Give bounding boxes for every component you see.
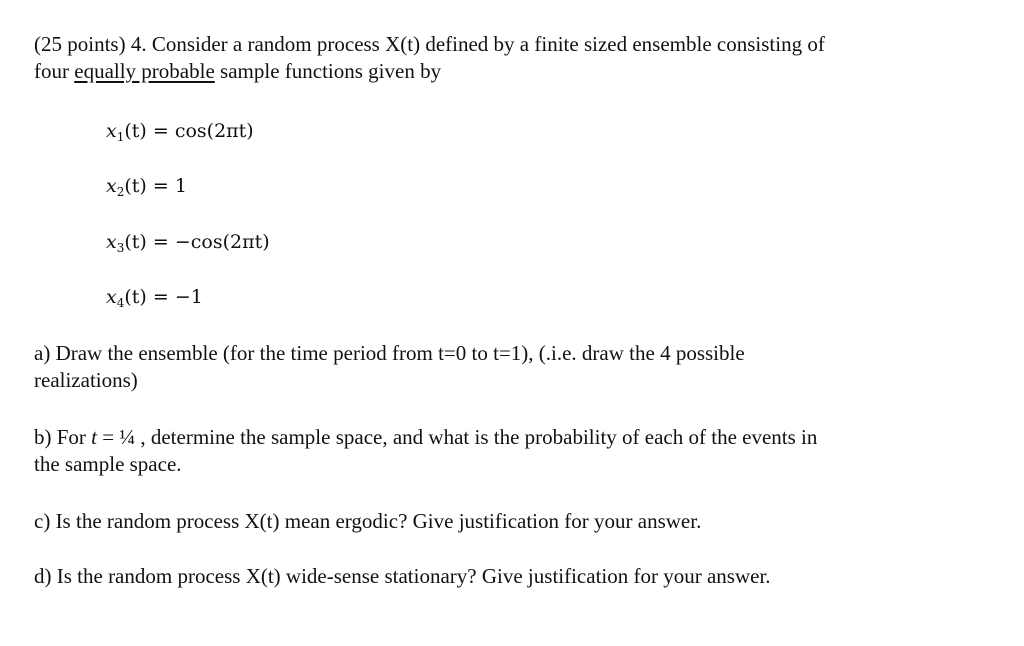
equation-subscript: 1 [116, 130, 125, 144]
equation-arg: (t) [124, 286, 147, 308]
question-b-text: = ¼ , determine the sample space, and what is the probability of each of the events in [97, 425, 818, 449]
equation-var: x [106, 231, 117, 253]
equation-var: x [106, 286, 117, 308]
equation-rhs: = 1 [146, 175, 187, 197]
question-b-line-1 [34, 424, 817, 450]
equation-subscript: 4 [116, 296, 125, 310]
equation-subscript: 3 [116, 241, 125, 255]
equation-arg: (t) [124, 120, 147, 142]
problem-line-2-start: four [34, 59, 75, 83]
question-c: c) Is the random process X(t) mean ergodic? Give justification for your answer. [34, 509, 702, 533]
question-b-variable: t [91, 425, 98, 449]
equation-rhs: = −1 [146, 286, 203, 308]
problem-line-1: (25 points) 4. Consider a random process X(t) defined by a finite sized ensemble consisting of [34, 32, 825, 56]
question-a-line-2: realizations) [34, 368, 138, 392]
equally-probable-underlined: equally probable [74, 59, 215, 83]
problem-line-2 [34, 58, 441, 84]
equation-rhs: = −cos(2πt) [146, 231, 270, 253]
equation-x1 [106, 118, 254, 150]
question-b-line-2: the sample space. [34, 452, 182, 476]
equation-x2 [106, 173, 187, 205]
question-a-line-1: a) Draw the ensemble (for the time period from t=0 to t=1), (.i.e. draw the 4 possible [34, 341, 745, 365]
question-b-label: b) For [34, 425, 92, 449]
equation-arg: (t) [124, 175, 147, 197]
equation-var: x [106, 175, 117, 197]
equation-var: x [106, 120, 117, 142]
equation-x3 [106, 229, 270, 261]
equation-subscript: 2 [116, 185, 125, 199]
equation-rhs: = cos(2πt) [146, 120, 254, 142]
equation-x4 [106, 284, 203, 316]
problem-line-2-end: sample functions given by [214, 59, 442, 83]
question-d: d) Is the random process X(t) wide-sense stationary? Give justification for your answer. [34, 564, 771, 588]
equation-arg: (t) [124, 231, 147, 253]
